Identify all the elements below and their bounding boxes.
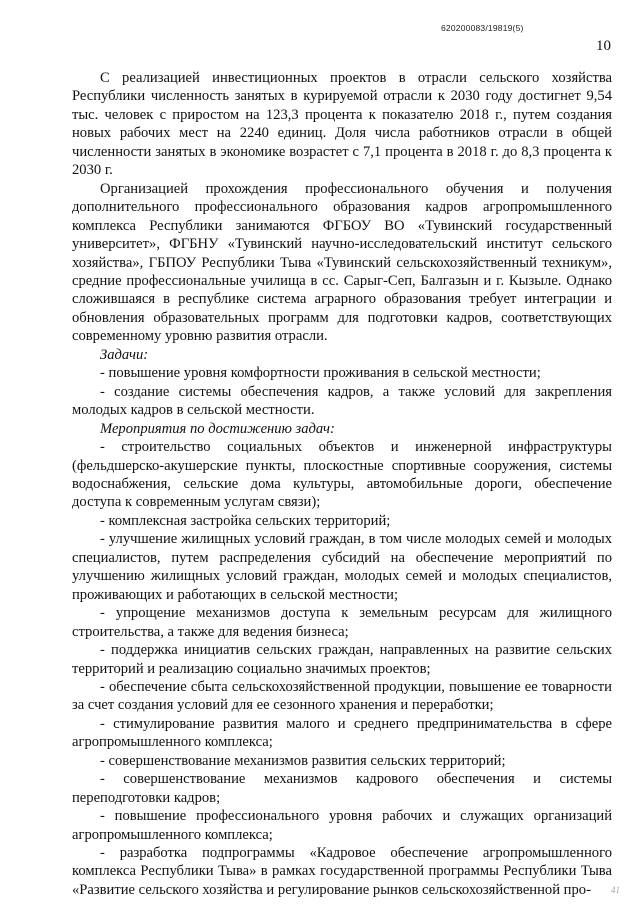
task-item: - создание системы обеспечения кадров, а также условий для закрепления молодых кадров в сельской местности. — [72, 383, 612, 419]
paragraph-education: Организацией прохождения профессионального обучения и получения дополнительного профессионального образования кадров агропромышленного комплекса Республики занимаются ФГБОУ ВО «Тувинский государственный университет», ФГБНУ «Тувинский научно-исследовательский институт сельского хозяйства», ГБПОУ Республики Тыва «Тувинский сельскохозяйственный техникум», средние профессиональные училища в сс. Сарыг-Сеп, Балгазын и г. Кызыле. Однако сложившаяся в республике система аграрного образования требует интеграции и обновления образовательных программ для подготовки кадров, соответствующих современному уровню развития отрасли. — [72, 180, 612, 345]
measure-item: - совершенствование механизмов кадрового обеспечения и системы переподготовки кадров; — [72, 771, 612, 806]
paragraph-employment: С реализацией инвестиционных проектов в отрасли сельского хозяйства Республики численность занятых в курируемой отрасли к 2030 году достигнет 9,54 тыс. человек с приростом на 123,3 процента к показателю 2018 г., путем создания новых рабочих мест на 2240 единиц. Доля числа работников отрасли в общей численности занятых в экономике возрастет с 7,1 процента в 2018 г. до 8,3 процента к 2030 г. — [72, 70, 612, 179]
measure-item: - разработка подпрограммы «Кадровое обеспечение агропромышленного комплекса Республики Тыва» в рамках государственной программы Республики Тыва «Развитие сельского хозяйства и регулирование рынков сельскохозяйственной про- — [72, 845, 612, 898]
measure-item: - обеспечение сбыта сельскохозяйственной продукции, повышение ее товарности за счет создания условий для ее сезонного хранения и переработки; — [72, 678, 612, 714]
measure-item: - повышение профессионального уровня рабочих и служащих организаций агропромышленного комплекса; — [72, 808, 612, 843]
document-body — [72, 69, 612, 899]
task-item: - повышение уровня комфортности проживания в сельской местности; — [100, 365, 541, 382]
document-number: 620200083/19819(5) — [441, 23, 524, 33]
measure-item: - поддержка инициатив сельских граждан, направленных на развитие сельских территорий и реализацию социально значимых проектов; — [72, 642, 612, 677]
measure-item: - строительство социальных объектов и инженерной инфраструктуры (фельдшерско-акушерские пункты, плоскостные спортивные сооружения, системы водоснабжения, сельские дома культуры, автомобильные дороги, обеспечение доступа к современным услугам связи); — [72, 439, 612, 511]
measure-item: - улучшение жилищных условий граждан, в том числе молодых семей и молодых специалистов, путем распределения субсидий на обеспечение мероприятий по улучшению жилищных условий граждан, молодых семей и молодых специалистов, проживающих и работающих в сельской местности; — [72, 531, 612, 603]
measure-item: - комплексная застройка сельских территорий; — [100, 512, 391, 529]
tasks-heading: Задачи: — [100, 346, 149, 363]
measure-item: - стимулирование развития малого и среднего предпринимательства в сфере агропромышленного комплекса; — [72, 715, 612, 751]
measures-heading: Мероприятия по достижению задач: — [100, 420, 335, 437]
measure-item: - упрощение механизмов доступа к земельным ресурсам для жилищного строительства, а также для ведения бизнеса; — [72, 605, 612, 640]
page-number: 10 — [596, 38, 611, 54]
corner-mark: 41 — [611, 885, 620, 895]
measure-item: - совершенствование механизмов развития сельских территорий; — [100, 752, 506, 769]
